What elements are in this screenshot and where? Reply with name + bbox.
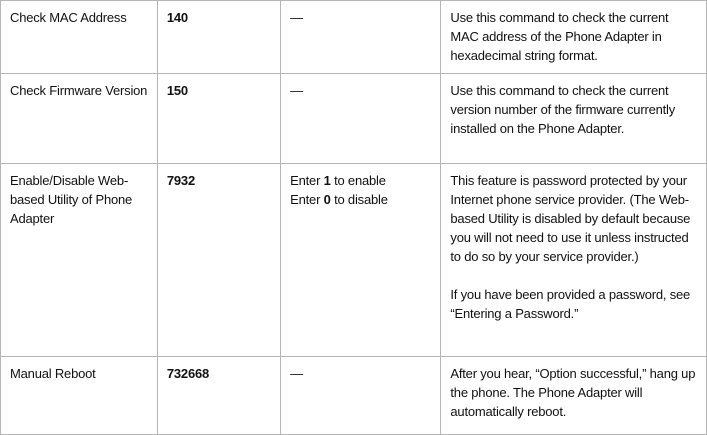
value-prefix: Enter — [290, 173, 324, 188]
command-code: 732668 — [157, 357, 280, 435]
command-description: Use this command to check the current MAC address of the Phone Adapter in hexadecimal string format. — [441, 1, 707, 74]
command-value: — — [281, 357, 441, 435]
disable-value-line — [290, 190, 431, 209]
value-suffix: to enable — [330, 173, 386, 188]
description-paragraph: This feature is password protected by your Internet phone service provider. (The Web-based Utility is disabled by default because you will not need to use it unless instructed to do so by your service provider.) — [450, 173, 691, 264]
value-digit: 0 — [323, 192, 331, 207]
command-code: 7932 — [157, 164, 280, 357]
command-name: Enable/Disable Web-based Utility of Phone Adapter — [1, 164, 158, 357]
command-name: Manual Reboot — [1, 357, 158, 435]
enable-value-line — [290, 171, 431, 190]
value-digit: 1 — [323, 173, 331, 188]
command-name: Check Firmware Version — [1, 74, 158, 164]
table-row — [1, 1, 707, 74]
table-row — [1, 164, 707, 357]
command-name: Check MAC Address — [1, 1, 158, 74]
command-value: — — [281, 1, 441, 74]
command-description: After you hear, “Option successful,” hang up the phone. The Phone Adapter will automatically reboot. — [441, 357, 707, 435]
table-row — [1, 74, 707, 164]
table-row — [1, 357, 707, 435]
value-suffix: to disable — [330, 192, 388, 207]
command-value — [281, 164, 441, 357]
command-description: Use this command to check the current version number of the firmware currently installed on the Phone Adapter. — [441, 74, 707, 164]
paragraph-gap — [450, 266, 697, 285]
command-code: 140 — [157, 1, 280, 74]
description-paragraph: If you have been provided a password, see “Entering a Password.” — [450, 287, 691, 321]
command-value: — — [281, 74, 441, 164]
value-prefix: Enter — [290, 192, 324, 207]
command-description — [441, 164, 707, 357]
command-code: 150 — [157, 74, 280, 164]
